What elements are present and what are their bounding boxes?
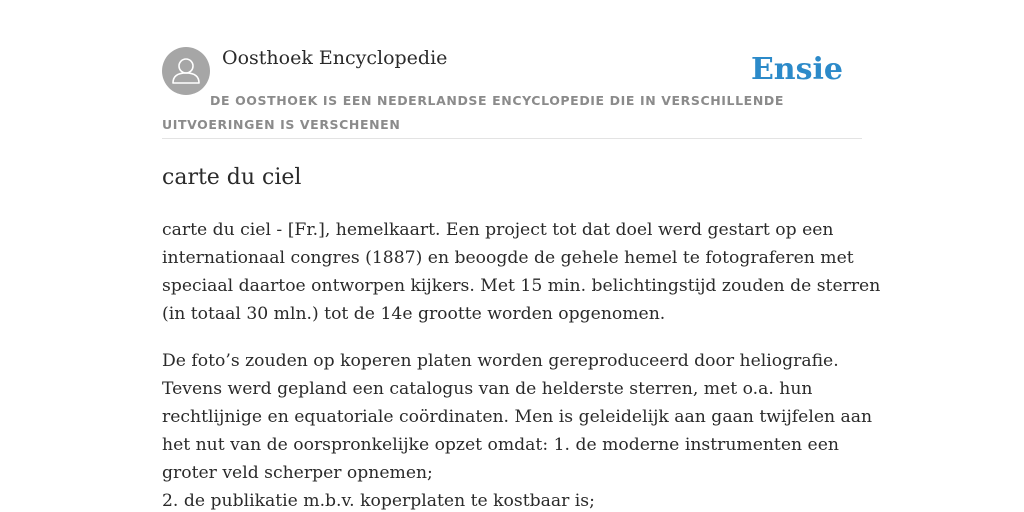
- text-line: het nut van de oorspronkelijke opzet omdat: 1. de moderne instrumenten een: [162, 435, 839, 455]
- text-line: groter veld scherper opnemen;: [162, 463, 433, 483]
- content-container: [162, 0, 881, 511]
- text-line: (in totaal 30 mln.) tot de 14e grootte worden opgenomen.: [162, 304, 666, 324]
- entry-paragraph: [162, 216, 881, 328]
- user-avatar-icon[interactable]: [162, 47, 210, 95]
- text-line: Tevens werd gepland een catalogus van de helderste sterren, met o.a. hun: [162, 379, 813, 399]
- text-line: speciaal daartoe ontworpen kijkers. Met 15 min. belichtingstijd zouden de sterren: [162, 276, 881, 296]
- text-line: 2. de publikatie m.b.v. koperplaten te kostbaar is;: [162, 491, 595, 511]
- text-line: rechtlijnige en equatoriale coördinaten. Men is geleidelijk aan gaan twijfelen aan: [162, 407, 873, 427]
- site-header: [162, 0, 862, 139]
- text-line: De foto’s zouden op koperen platen worden gereproduceerd door heliografie.: [162, 351, 839, 371]
- text-line: carte du ciel - [Fr.], hemelkaart. Een project tot dat doel werd gestart op een: [162, 220, 834, 240]
- site-title-link[interactable]: Oosthoek Encyclopedie: [222, 47, 448, 69]
- site-tagline: DE OOSTHOEK IS EEN NEDERLANDSE ENCYCLOPEDIE DIE IN VERSCHILLENDE UITVOERINGEN IS VERSCHENEN: [162, 93, 784, 132]
- entry-paragraph: [162, 347, 873, 512]
- entry-title: carte du ciel: [162, 165, 302, 190]
- brand-logo[interactable]: Ensie: [750, 52, 843, 87]
- text-line: internationaal congres (1887) en beoogde de gehele hemel te fotograferen met: [162, 248, 854, 268]
- entry-body: [162, 216, 881, 512]
